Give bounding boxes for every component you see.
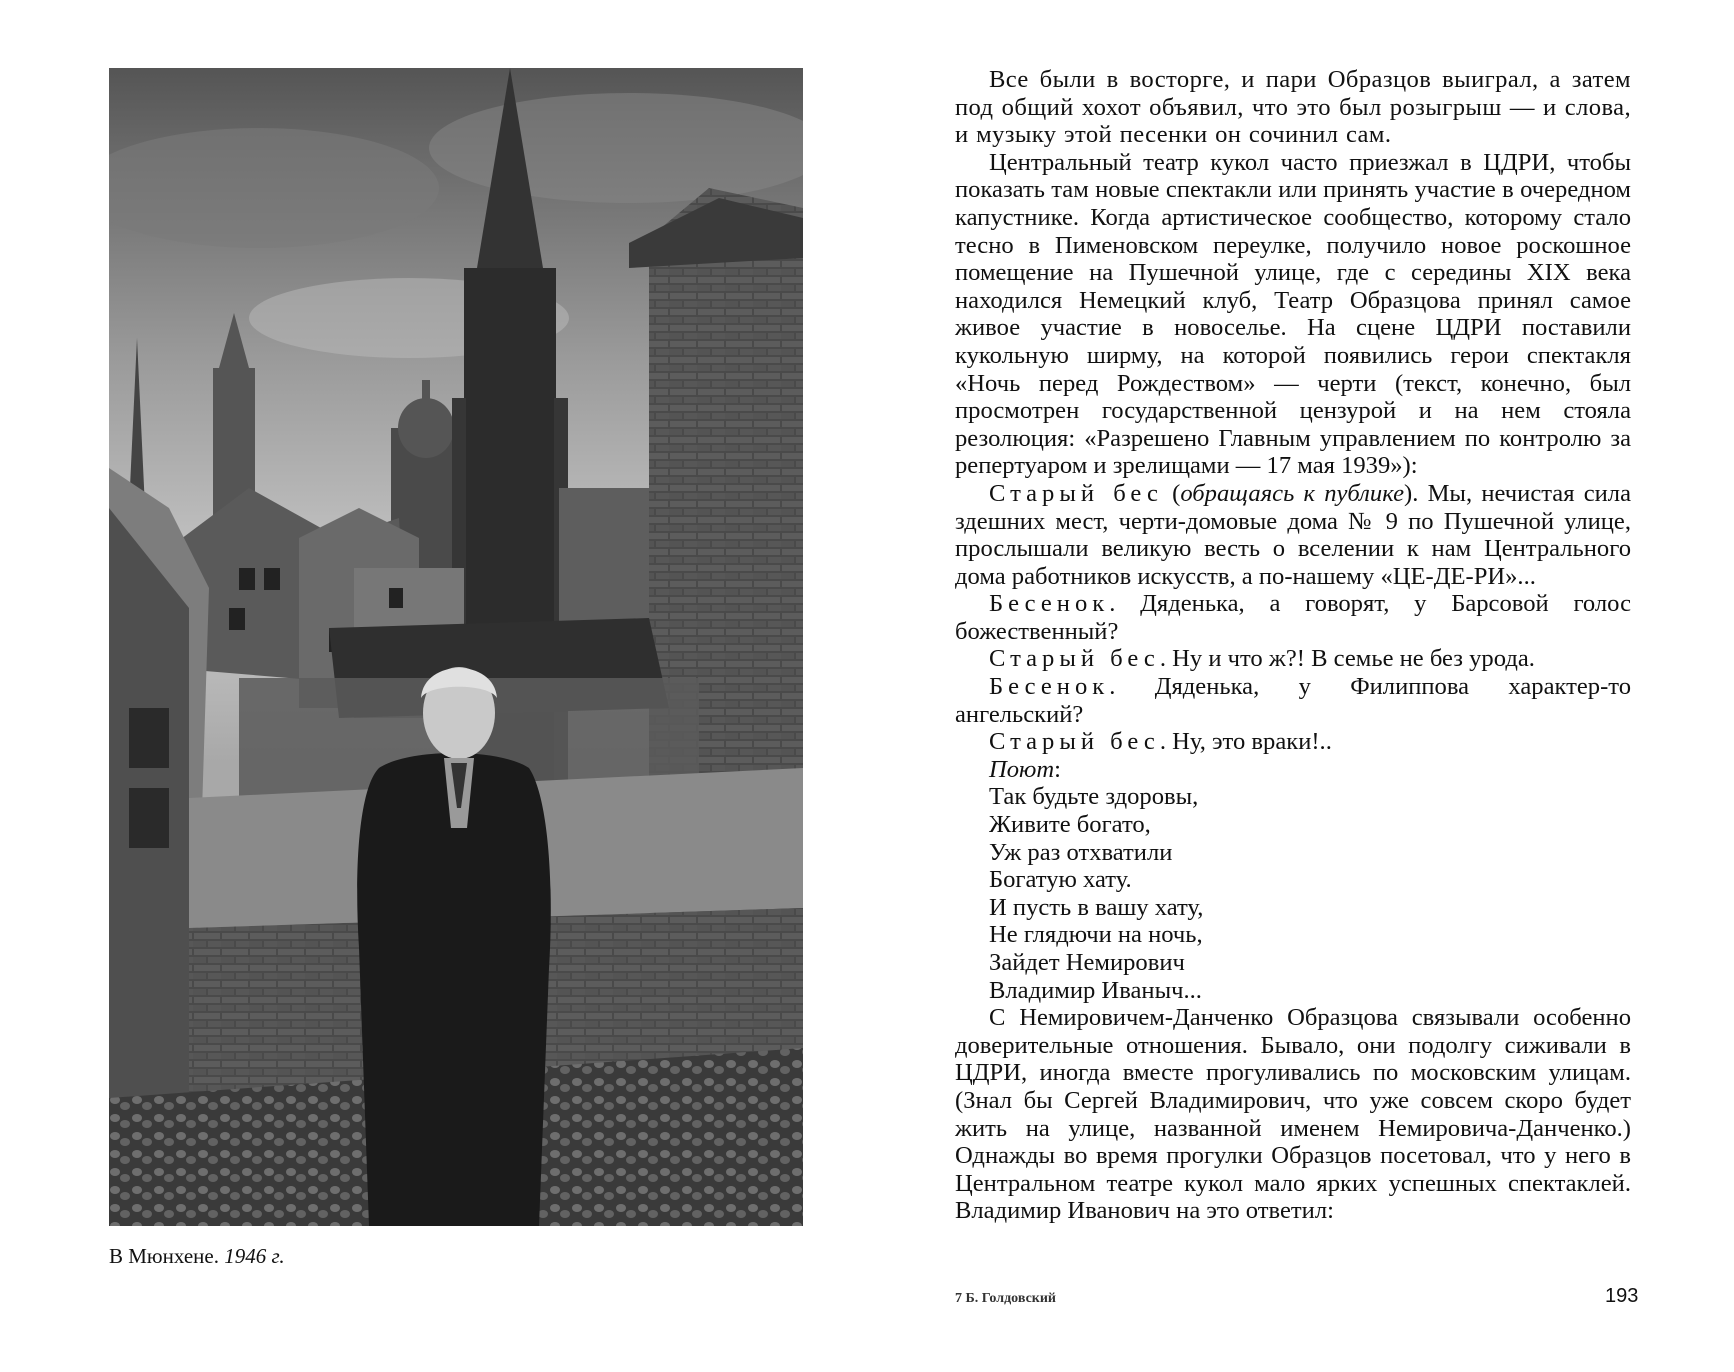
sing-label: Поют [989,755,1055,783]
page-number: 193 [1605,1285,1639,1307]
verse-line: Зайдет Немирович [989,949,1185,976]
verse-line: Богатую хату. [989,866,1132,894]
dialogue-3 [955,645,1631,673]
verse-line: И пусть в вашу хату, [989,893,1204,921]
dialogue-5 [955,728,1631,756]
verse-line: Владимир Иваныч... [989,976,1202,1004]
speaker-name: Старый бес [989,728,1160,756]
dialogue-line: . Ну, это враки!.. [1159,728,1332,756]
dialogue-4 [955,673,1631,728]
caption-date: 1946 г. [224,1244,285,1268]
dialogue-1: Старый бес (обращаясь к публике). Мы, нечистая сила здешних мест, черти-домовые дома № 9 по Пушечной улице, прослышали великую весть о вселении к нам Центрального дома работников искусств, а по-нашему «ЦЕ-ДЕ-РИ»... [955,479,1631,590]
song-verse [955,783,1631,1004]
main-text [955,66,1631,1225]
verse-line: Уж раз отхватили [989,838,1173,866]
dialogue-2 [955,590,1631,645]
verse-line: Не глядючи на ночь, [989,921,1203,949]
paragraph-3: С Немировичем-Данченко Образцова связывали особенно доверительные отношения. Бывало, они подолгу сиживали в ЦДРИ, иногда вместе прогуливались по московским улицам. (Знал бы Сергей Владимирович, что уже совсем скоро будет жить на улице, названной именем Немировича-Данченко.) Однажды во время прогулки Образцов посетовал, что у него в Центральном театре кукол мало ярких успешных спектаклей. Владимир Иванович на это ответил: [955,1004,1631,1225]
paragraph-2: Центральный театр кукол часто приезжал в ЦДРИ, чтобы показать там новые спектакли или принять участие в очередном капустнике. Когда артистическое сообщество, которому стало тесно в Пименовском переулке, получило новое роскошное помещение на Пушечной улице, где с середины XIX века находился Немецкий клуб, Театр Образцова принял самое живое участие в новоселье. На сцене ЦДРИ поставили кукольную ширму, на которой появились герои спектакля «Ночь перед Рождеством» — черти (текст, конечно, был просмотрен государственной цензурой и на нем стояла резолюция: «Разрешено Главным управлением по контролю за репертуаром и зрелищами — 17 мая 1939»): [955,148,1631,480]
dialogue-line: . Дяденька, а говорят, у Барсовой голос божественный? [955,590,1631,645]
photo-munich [109,68,803,1226]
dialogue-line: . Ну и что ж?! В семье не без урода. [1159,645,1535,673]
photo-illustration [109,68,803,1226]
sing-direction: Поют: [989,755,1062,783]
speaker-name: Бесенок [989,673,1110,701]
verse-line: Так будьте здоровы, [989,783,1199,811]
speaker-name: Старый бес [989,645,1160,673]
verse-line: Живите богато, [989,811,1151,839]
stage-direction: обращаясь к публике [1180,479,1404,507]
photo-caption [109,1244,285,1269]
paragraph-1: Все были в восторге, и пари Образцов выиграл, а затем под общий хохот объявил, что это был розыгрыш — и слова, и музыку этой песенки он сочинил сам. [955,66,1631,149]
signature-mark: 7 Б. Голдовский [955,1291,1056,1306]
dialogue-line: . Мы, нечистая сила здешних мест, черти-домовые дома № 9 по Пушечной улице, прослышали великую весть о вселении к нам Центрального дома работников искусств, а по-нашему «ЦЕ-ДЕ-РИ»... [955,479,1631,590]
dialogue-line: . Дяденька, у Филиппова характер-то ангельский? [955,673,1631,728]
caption-text: В Мюнхене. [109,1244,219,1268]
speaker-name: Старый бес [989,479,1163,507]
speaker-name: Бесенок [989,590,1110,618]
